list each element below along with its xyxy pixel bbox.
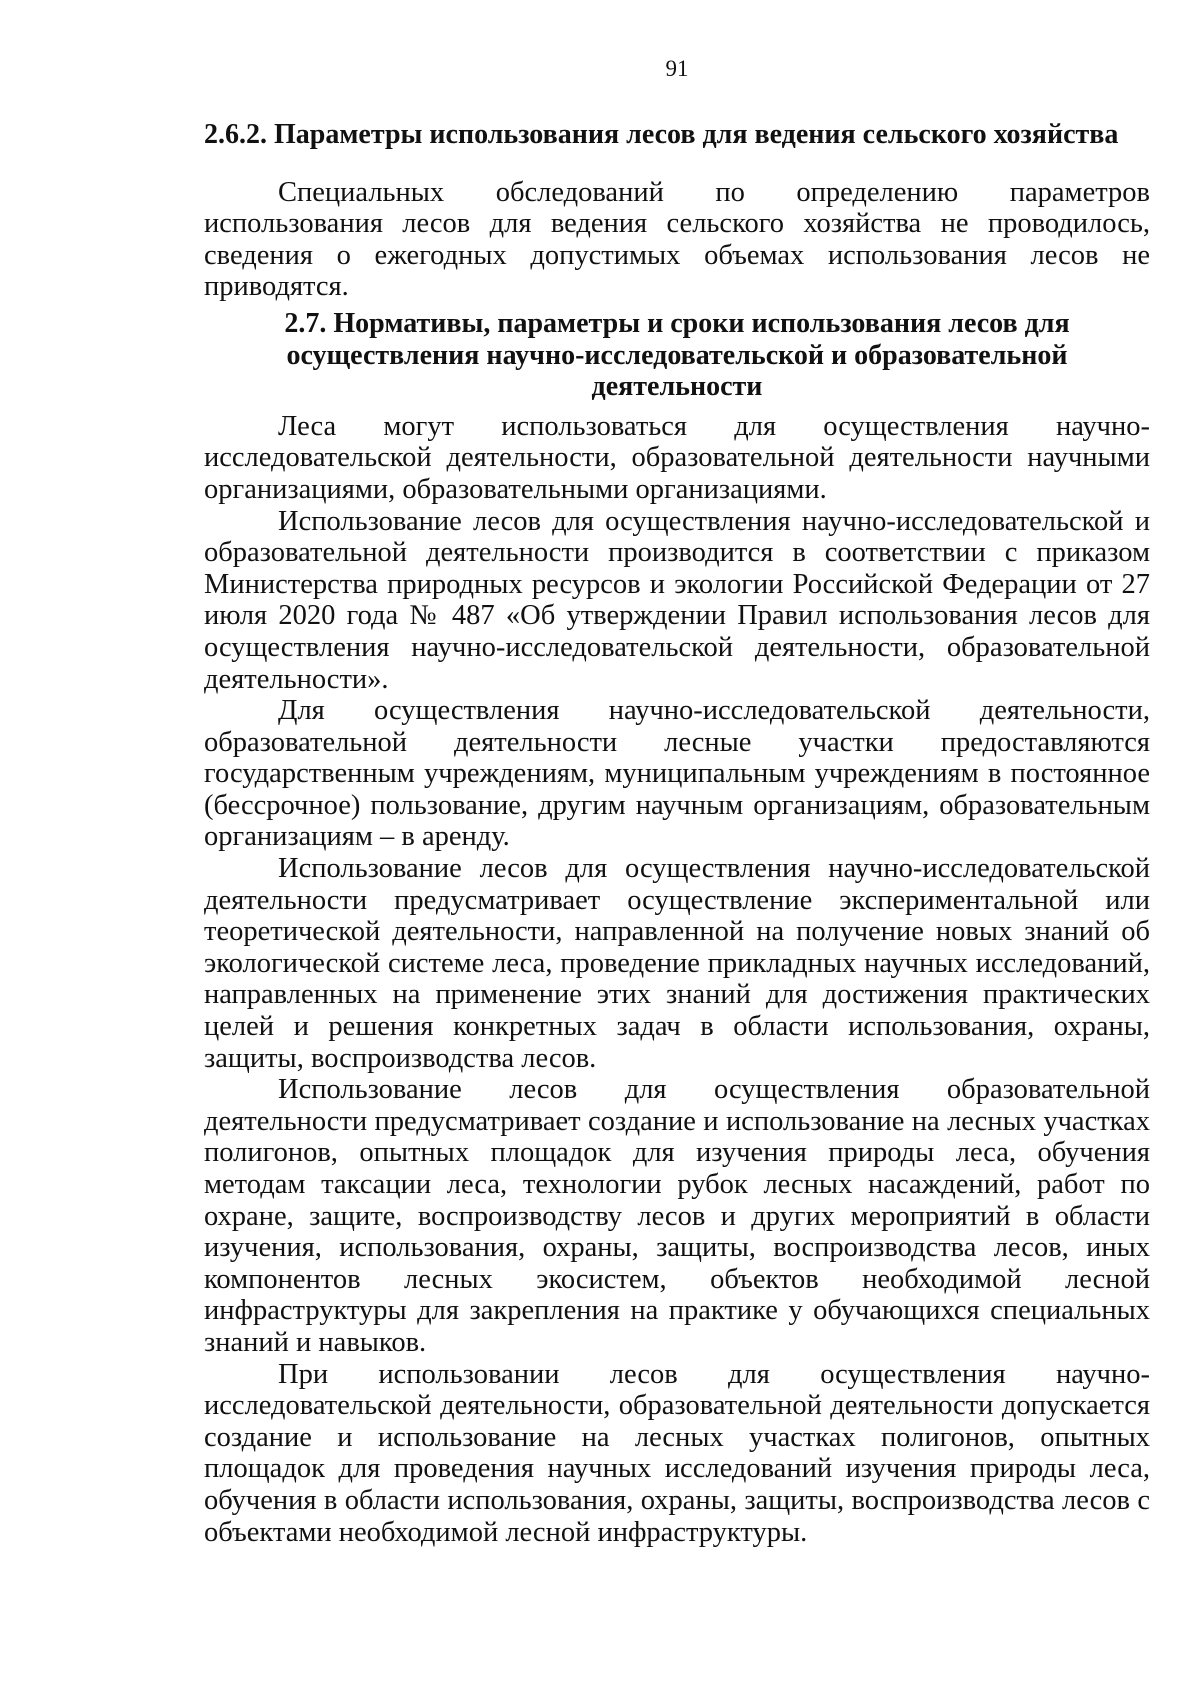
- section-2-7-paragraph: Для осуществления научно-исследовательской деятельности, образовательной деятельности лесные участки предоставляются государственным учреждениям, муниципальным учреждениям в постоянное (бессрочное) пользование, другим научным организациям, образовательным организациям – в аренду.: [204, 695, 1150, 853]
- section-2-6-2-heading: 2.6.2. Параметры использования лесов для ведения сельского хозяйства: [204, 119, 1119, 150]
- section-2-7-heading-line: осуществления научно-исследовательской и образовательной: [286, 339, 1068, 371]
- section-2-7-heading: [244, 308, 1110, 403]
- section-2-7-paragraph: Использование лесов для осуществления научно-исследовательской и образовательной деятельности производится в соответствии с приказом Министерства природных ресурсов и экологии Российской Федерации от 27 июля 2020 года № 487 «Об утверждении Правил использования лесов для осуществления научно-исследовательской деятельности, образовательной деятельности».: [204, 505, 1150, 695]
- section-2-7-heading-line: деятельности: [591, 371, 763, 403]
- section-2-7-paragraph: Леса могут использоваться для осуществления научно-исследовательской деятельности, образовательной деятельности научными организациями, образовательными организациями.: [204, 410, 1150, 505]
- page-number: 91: [665, 56, 689, 81]
- document-page: [204, 56, 1150, 1548]
- section-2-7-paragraph: Использование лесов для осуществления научно-исследовательской деятельности предусматривает осуществление экспериментальной или теоретической деятельности, направленной на получение новых знаний об экологической системе леса, проведение прикладных научных исследований, направленных на применение этих знаний для достижения практических целей и решения конкретных задач в области использования, охраны, защиты, воспроизводства лесов.: [204, 853, 1150, 1074]
- section-2-6-2-paragraph: Специальных обследований по определению параметров использования лесов для ведения сельского хозяйства не проводилось, сведения о ежегодных допустимых объемах использования лесов не приводятся.: [204, 176, 1150, 303]
- section-2-7-paragraph: Использование лесов для осуществления образовательной деятельности предусматривает создание и использование на лесных участках полигонов, опытных площадок для изучения природы леса, обучения методам таксации леса, технологии рубок лесных насаждений, работ по охране, защите, воспроизводству лесов и других мероприятий в области изучения, использования, охраны, защиты, воспроизводства лесов, иных компонентов лесных экосистем, объектов необходимой лесной инфраструктуры для закрепления на практике у обучающихся специальных знаний и навыков.: [204, 1074, 1150, 1358]
- section-2-7-heading-line: 2.7. Нормативы, параметры и сроки использования лесов для: [284, 307, 1070, 339]
- section-2-7-paragraph: При использовании лесов для осуществления научно-исследовательской деятельности, образовательной деятельности допускается создание и использование на лесных участках полигонов, опытных площадок для проведения научных исследований изучения природы леса, обучения в области использования, охраны, защиты, воспроизводства лесов с объектами необходимой лесной инфраструктуры.: [204, 1358, 1150, 1548]
